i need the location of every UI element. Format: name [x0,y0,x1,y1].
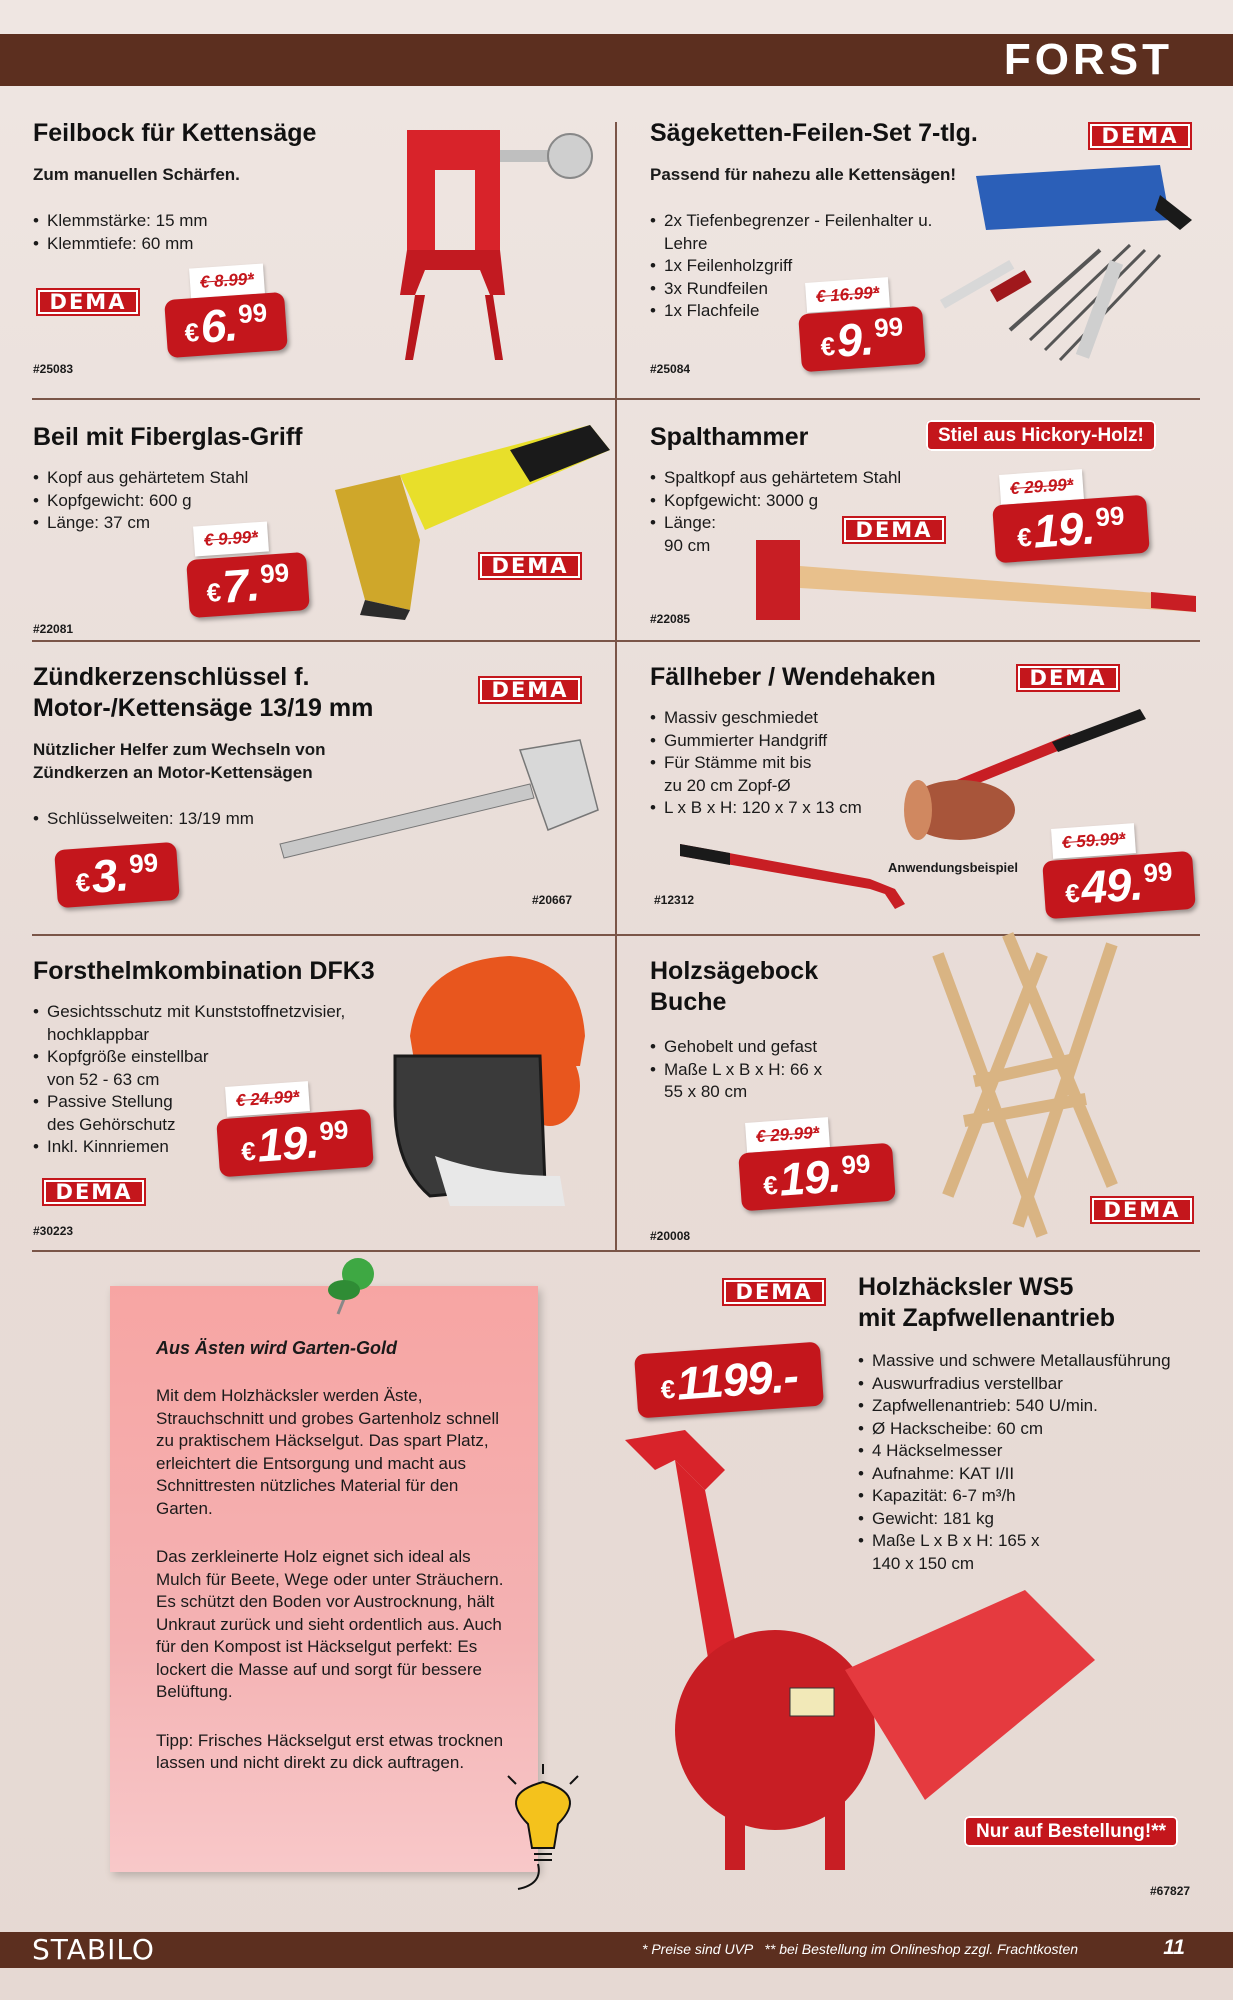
feilbock-image [395,120,605,370]
article-number: #67827 [1150,1884,1191,1898]
holzhaecksler-image [625,1430,1095,1880]
article-number: #20008 [650,1229,691,1243]
product-title: Holzhäcksler WS5 [858,1273,1074,1301]
product-title: Sägeketten-Feilen-Set 7-tlg. [650,119,978,147]
lightbulb-icon [488,1764,598,1894]
list-item: • Schlüsselweiten: 13/19 mm [33,808,473,831]
product-title: Buche [650,988,727,1016]
note-paragraph: Mit dem Holzhäcksler werden Äste, Strauchschnitt und grobes Gartenholz schnell zu praktischem Häckselgut. Das spart Platz, erleichtert die Entsorgung und macht aus Schnittresten nützliches Material für den Garten. [156,1386,500,1518]
article-number: #22081 [33,622,74,636]
list-item: • Gesichtsschutz mit Kunststoffnetzvisier, hochklappbar [33,1001,403,1046]
list-item: • Massiv geschmiedet [650,707,980,730]
hammer-image [756,540,1196,620]
wrench-image [280,740,610,860]
list-item: • Massive und schwere Metallausführung [858,1350,1208,1373]
list-item: • 1x Flachfeile [650,300,980,323]
image-caption: Anwendungsbeispiel [888,860,1019,875]
feature-badge: Stiel aus Hickory-Holz! [926,420,1156,451]
list-item: • Aufnahme: KAT I/II [858,1463,1208,1486]
product-title: Beil mit Fiberglas-Griff [33,423,303,451]
stabilo-logo: STABILO [32,1933,155,1966]
article-number: #22085 [650,612,691,626]
list-item: • Kopfgröße einstellbar von 52 - 63 cm [33,1046,233,1091]
divider [32,1250,1200,1252]
list-item: • Kopf aus gehärtetem Stahl [33,467,393,490]
product-title: Motor-/Kettensäge 13/19 mm [33,694,374,722]
dema-logo: DEMA [478,676,582,704]
product-title: Spalthammer [650,423,809,451]
old-price: € 59.99* [1051,823,1136,859]
note-title: Aus Ästen wird Garten-Gold [156,1338,398,1358]
price-tag: € 19. 99 [738,1143,896,1212]
old-price: € 29.99* [999,469,1084,505]
list-item: • Kapazität: 6-7 m³/h [858,1485,1208,1508]
divider [32,398,1200,400]
helmet-image [390,956,590,1206]
list-item: • Für Stämme mit bis zu 20 cm Zopf-Ø [650,752,820,797]
note-paragraph: Das zerkleinerte Holz eignet sich ideal als Mulch für Beete, Wege oder unter Sträuchern. Es schützt den Boden vor Austrocknung, hält Unkraut zurück und sieht ordentlich aus. Auch für den Kompost ist Häckselgut perfekt: Es lockert die Masse auf und sorgt für bessere Belüftung. [156,1547,504,1701]
page-title: FORST [1003,35,1173,84]
list-item: • Ø Hackscheibe: 60 cm [858,1418,1208,1441]
list-item: • Klemmtiefe: 60 mm [33,233,403,256]
article-number: #25084 [650,362,691,376]
price-tag: € 9. 99 [798,306,926,373]
price-tag: € 7. 99 [186,552,310,618]
axe-image [330,420,610,620]
dema-logo: DEMA [36,288,140,316]
dema-logo: DEMA [1088,122,1192,150]
price-tag: € 6. 99 [164,292,288,358]
list-item: • Maße L x B x H: 66 x 55 x 80 cm [650,1059,830,1104]
article-number: #25083 [33,362,74,376]
price-tag: € 3. 99 [54,842,180,908]
list-item: • 4 Häckselmesser [858,1440,1208,1463]
old-price: € 29.99* [745,1117,830,1153]
list-item: • Klemmstärke: 15 mm [33,210,403,233]
list-item: • 3x Rundfeilen [650,278,980,301]
list-item: • Kopfgewicht: 600 g [33,490,393,513]
list-item: • 1x Feilenholzgriff [650,255,980,278]
price-tag: € 19. 99 [216,1109,374,1178]
divider [32,640,1200,642]
list-item: • Gummierter Handgriff [650,730,980,753]
list-item: • Kopfgewicht: 3000 g [650,490,980,513]
note-paragraph: Tipp: Frisches Häckselgut erst etwas trocknen lassen und nicht direkt zu dick auftragen. [156,1730,504,1772]
product-subtitle: Nützlicher Helfer zum Wechseln von Zündkerzen an Motor-Kettensägen [33,740,326,782]
dema-logo: DEMA [42,1178,146,1206]
dema-logo: DEMA [1016,664,1120,692]
product-feilbock[interactable] [33,118,403,255]
product-subtitle: Passend für nahezu alle Kettensägen! [650,165,957,184]
old-price: € 8.99* [189,263,265,298]
saegebock-image [930,940,1130,1240]
list-item: • Länge: 90 cm [650,512,730,557]
product-title: Zündkerzenschlüssel f. [33,663,310,691]
dema-logo: DEMA [1090,1196,1194,1224]
dema-logo: DEMA [842,516,946,544]
product-subtitle: Zum manuellen Schärfen. [33,165,240,184]
article-number: #12312 [654,893,695,907]
price-tag: € 49. 99 [1042,851,1196,919]
feilen-set-image [930,160,1200,370]
list-item: • Zapfwellenantrieb: 540 U/min. [858,1395,1208,1418]
price-tag: € 19. 99 [992,495,1150,564]
list-item: • Gehobelt und gefast [650,1036,830,1059]
list-item: • Spaltkopf aus gehärtetem Stahl [650,467,980,490]
list-item: • Passive Stellung des Gehörschutz [33,1091,193,1136]
price-tag: € 1199.- [634,1342,824,1419]
dema-logo: DEMA [478,552,582,580]
old-price: € 9.99* [193,521,269,556]
product-title: mit Zapfwellenantrieb [858,1304,1115,1332]
product-title: Forsthelmkombination DFK3 [33,957,375,985]
order-badge: Nur auf Bestellung!** [964,1816,1178,1847]
article-number: #20667 [532,893,573,907]
info-note [110,1286,538,1872]
list-item: • L x B x H: 120 x 7 x 13 cm [650,797,980,820]
old-price: € 24.99* [225,1081,310,1117]
product-title: Fällheber / Wendehaken [650,663,936,691]
old-price: € 16.99* [805,277,890,313]
dema-logo: DEMA [722,1278,826,1306]
list-item: • Gewicht: 181 kg [858,1508,1208,1531]
list-item: • 2x Tiefenbegrenzer - Feilenhalter u. Lehre [650,210,980,255]
article-number: #30223 [33,1224,74,1238]
product-title: Feilbock für Kettensäge [33,119,317,147]
list-item: • Inkl. Kinnriemen [33,1136,403,1159]
footer-note: * Preise sind UVP ** bei Bestellung im Onlineshop zzgl. Frachtkosten [642,1941,1079,1957]
divider [615,122,617,1252]
divider [32,934,1200,936]
page-number: 11 [1163,1936,1185,1959]
product-title: Holzsägebock [650,957,819,985]
list-item: • Länge: 37 cm [33,512,393,535]
list-item: • Maße L x B x H: 165 x 140 x 150 cm [858,1530,1048,1575]
list-item: • Auswurfradius verstellbar [858,1373,1208,1396]
pushpin-icon [320,1254,380,1324]
